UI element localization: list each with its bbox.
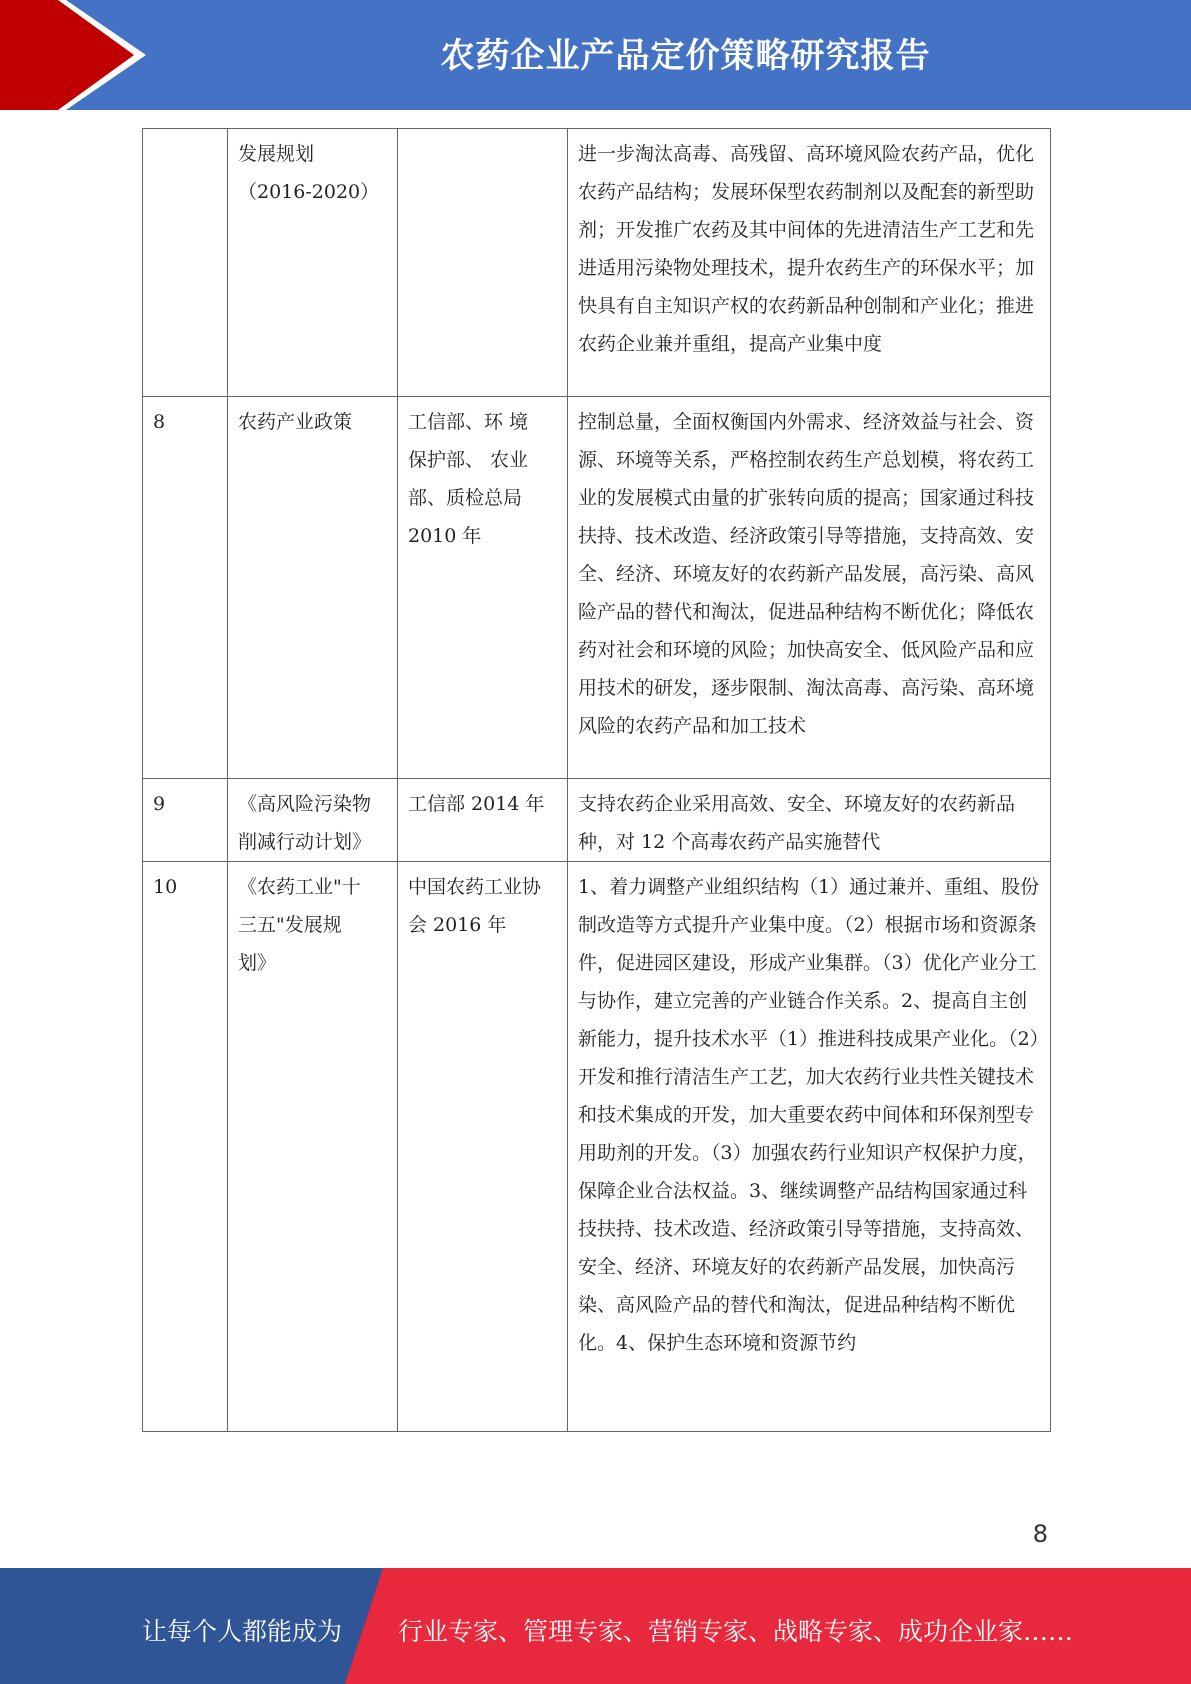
policy-issuer-line: 中国农药工业协: [408, 876, 542, 898]
policy-issuer: [398, 779, 568, 862]
policy-issuer-line: 工信部、环 境: [408, 411, 529, 433]
row-number: 10: [143, 862, 228, 1432]
policy-name-line: 农药产业政策: [238, 411, 353, 433]
row-number: 8: [143, 397, 228, 779]
policy-name-line: 三五"发展规: [238, 914, 342, 936]
policy-issuer: [398, 862, 568, 1432]
table-row: [143, 397, 1051, 779]
policy-name-line: （2016-2020）: [238, 181, 380, 203]
policy-name: [228, 862, 398, 1432]
footer-slogan-right: 行业专家、管理专家、营销专家、战略专家、成功企业家……: [398, 1617, 1074, 1646]
policy-name: [228, 397, 398, 779]
policy-name: [228, 129, 398, 397]
policy-name-line: 发展规划: [238, 143, 315, 165]
row-number: [143, 129, 228, 397]
policy-table-body: [143, 129, 1051, 1432]
table-row: [143, 129, 1051, 397]
footer-slogan-left: 让每个人都能成为: [142, 1617, 343, 1646]
policy-table-wrapper: [142, 128, 1050, 1432]
policy-issuer-line: 2010 年: [408, 525, 482, 547]
page-header: [0, 0, 1191, 110]
policy-issuer-line: 工信部 2014 年: [408, 793, 545, 815]
page-footer: [0, 1568, 1191, 1684]
policy-name-line: 削减行动计划》: [238, 831, 372, 853]
table-row: [143, 862, 1051, 1432]
policy-table: [142, 128, 1051, 1432]
policy-issuer: [398, 129, 568, 397]
policy-content: 控制总量，全面权衡国内外需求、经济效益与社会、资源、环境等关系，严格控制农药生产总划模，将农药工业的发展模式由量的扩张转向质的提高；国家通过科技扶持、技术改造、经济政策引导等措施，支持高效、安全、经济、环境友好的农药新产品发展，高污染、高风险产品的替代和淘汰，促进品种结构不断优化；降低农药对社会和环境的风险；加快高安全、低风险产品和应用技术的研发，逐步限制、淘汰高毒、高污染、高环境风险的农药产品和加工技术: [568, 397, 1051, 779]
policy-name-line: 《高风险污染物: [238, 793, 372, 815]
policy-issuer: [398, 397, 568, 779]
policy-content: 支持农药企业采用高效、安全、环境友好的农药新品种，对 12 个高毒农药产品实施替代: [568, 779, 1051, 862]
policy-content: 1、着力调整产业组织结构（1）通过兼并、重组、股份制改造等方式提升产业集中度。（2）根据市场和资源条件，促进园区建设，形成产业集群。（3）优化产业分工与协作，建立完善的产业链合作关系。2、提高自主创新能力，提升技术水平（1）推进科技成果产业化。（2）开发和推行清洁生产工艺，加大农药行业共性关键技术和技术集成的开发，加大重要农药中间体和环保剂型专用助剂的开发。（3）加强农药行业知识产权保护力度，保障企业合法权益。3、继续调整产品结构国家通过科技扶持、技术改造、经济政策引导等措施，支持高效、安全、经济、环境友好的农药新产品发展，加快高污染、高风险产品的替代和淘汰，促进品种结构不断优化。4、保护生态环境和资源节约: [568, 862, 1051, 1432]
policy-name-line: 划》: [238, 952, 277, 974]
table-row: [143, 779, 1051, 862]
policy-content: 进一步淘汰高毒、高残留、高环境风险农药产品，优化农药产品结构；发展环保型农药制剂以及配套的新型助剂；开发推广农药及其中间体的先进清洁生产工艺和先进适用污染物处理技术，提升农药生产的环保水平；加快具有自主知识产权的农药新品种创制和产业化；推进农药企业兼并重组，提高产业集中度: [568, 129, 1051, 397]
page-number: 8: [1032, 1520, 1048, 1548]
header-arrow-decoration: [0, 0, 160, 110]
row-number: 9: [143, 779, 228, 862]
policy-issuer-line: 保护部、 农业: [408, 449, 529, 471]
policy-issuer-line: 会 2016 年: [408, 914, 507, 936]
policy-name: [228, 779, 398, 862]
policy-name-line: 《农药工业"十: [238, 876, 361, 898]
policy-issuer-line: 部、质检总局: [408, 487, 523, 509]
report-title: 农药企业产品定价策略研究报告: [440, 36, 931, 76]
